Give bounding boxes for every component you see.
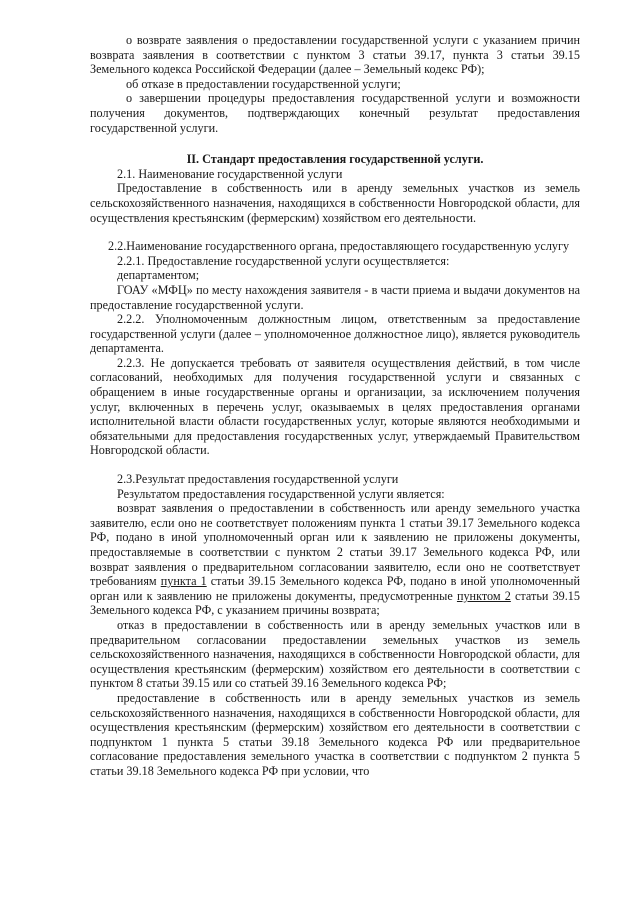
- spacer: [90, 225, 580, 239]
- paragraph-return-decision: о возврате заявления о предоставлении государственной услуги с указанием причин возврата заявления в соответствии с пунктом 3 статьи 39.17, пункта 3 статьи 39.15 Земельного кодекса Российской Федерации (далее – Земельный кодекс РФ);: [90, 33, 580, 77]
- subsection-2-1-title: 2.1. Наименование государственной услуги: [117, 166, 343, 181]
- text-run: статьи 39.15 Земельного кодекса РФ, подано в иной уполномоченный орган или к заявлению не приложены документы, предусмотренные: [90, 574, 580, 603]
- paragraph-result-provision: предоставление в собственность или в аренду земельных участков из земель сельскохозяйственного назначения, находящихся в собственности Новгородской области, для осуществления крестьянским (фермерским) хозяйством его деятельности в соответствии с подпунктом 1 пункта 5 статьи 39.18 Земельного кодекса РФ или предварительное согласование предоставления земельного участка в соответствии с подпунктом 2 пункта 5 статьи 39.18 Земельного кодекса РФ при условии, что: [90, 690, 580, 778]
- paragraph-2-2-3: 2.2.3. Не допускается требовать от заявителя осуществления действий, в том числе согласований, необходимых для получения государственной услуги и связанных с обращением в иные государственные органы и организации, за исключением получения услуг, включенных в перечень услуг, оказываемых в целях предоставления органами исполнительной власти области государственных услуг, которые являются необходимыми и обязательными для предоставления государственных услуг, утверждаемый Правительством Новгородской области.: [90, 355, 580, 458]
- paragraph-2-2-2: 2.2.2. Уполномоченным должностным лицом, ответственным за предоставление государственной услуги (далее – уполномоченное должностное лицо), является руководитель департамента.: [90, 312, 580, 356]
- paragraph-mfc: ГОАУ «МФЦ» по месту нахождения заявителя - в части приема и выдачи документов на предоставление государственной услуги.: [90, 282, 580, 312]
- paragraph-result-return: [90, 501, 580, 618]
- link-item-1[interactable]: пункта 1: [160, 574, 207, 589]
- paragraph-completion-decision: о завершении процедуры предоставления государственной услуги и возможности получения документов, подтверждающих конечный результат предоставления государственной услуги.: [90, 91, 580, 135]
- subsection-2-1-text: Предоставление в собственность или в аренду земельных участков из земель сельскохозяйственного назначения, находящихся в собственности Новгородской области, для осуществления крестьянским (фермерским) хозяйством его деятельности.: [90, 181, 580, 225]
- paragraph-result-intro: Результатом предоставления государственной услуги является:: [117, 486, 445, 501]
- paragraph-2-2-1: 2.2.1. Предоставление государственной услуги осуществляется:: [117, 253, 450, 268]
- link-item-2[interactable]: пунктом 2: [456, 588, 511, 603]
- spacer: [90, 458, 580, 472]
- paragraph-department: департаментом;: [117, 268, 200, 283]
- section-heading: II. Стандарт предоставления государственной услуги.: [186, 152, 484, 167]
- subsection-2-3-title: 2.3.Результат предоставления государственной услуги: [117, 472, 399, 487]
- subsection-2-2-title: 2.2.Наименование государственного органа, предоставляющего государственную услугу: [108, 239, 570, 254]
- paragraph-refusal-decision: об отказе в предоставлении государственной услуги;: [126, 76, 401, 91]
- paragraph-result-refusal: отказ в предоставлении в собственность или в аренду земельных участков или в предварительном согласовании предоставлении земельных участков из земель сельскохозяйственного назначения, находящихся в собственности Новгородской области, для осуществления крестьянским (фермерским) хозяйством его деятельности в соответствии с пунктом 8 статьи 39.15 или со статьей 39.16 Земельного кодекса РФ;: [90, 617, 580, 691]
- text-run: статьи 39.15 Земельного кодекса РФ, с указанием причины возврата;: [90, 588, 580, 618]
- text-run: возврат заявления о предоставлении в собственность или аренду земельного участка заявителю, если оно не соответствует положениям пункта 1 статьи 39.17 Земельного кодекса РФ, подано в иной уполномоченный орган или к заявлению не приложены документы, предоставляемые в соответствии с пунктом 2 статьи 39.17 Земельного кодекса РФ, или возврат заявления о предварительном согласовании заявителю, если оно не соответствует требованиям: [90, 501, 580, 589]
